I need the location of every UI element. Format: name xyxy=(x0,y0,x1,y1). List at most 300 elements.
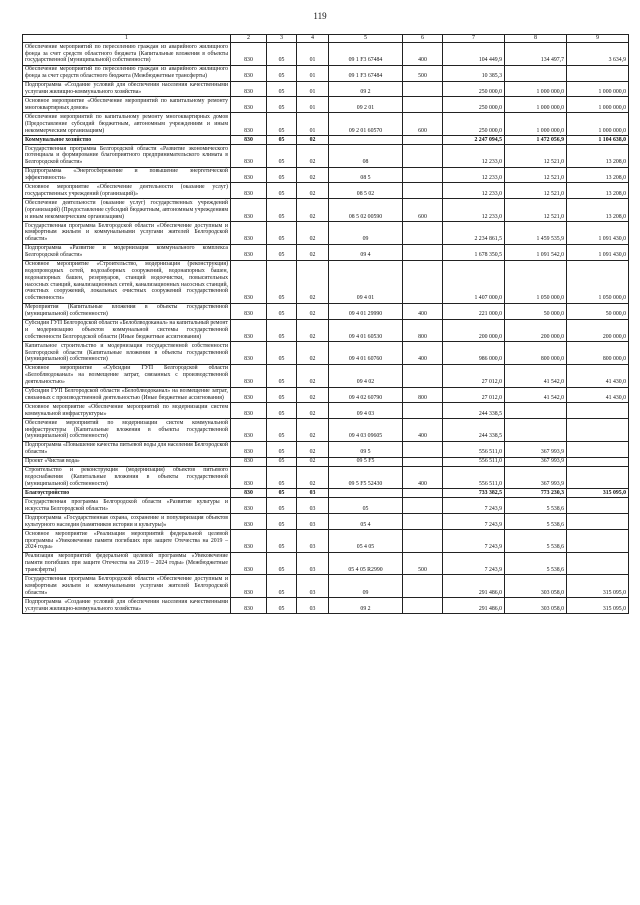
subsection-code: 03 xyxy=(297,598,329,614)
amount-year-2: 303 058,0 xyxy=(505,575,567,598)
grbs-code: 830 xyxy=(231,498,267,514)
grbs-code: 830 xyxy=(231,244,267,260)
column-number: 1 xyxy=(23,35,231,43)
amount-year-2 xyxy=(505,65,567,81)
expense-type-code xyxy=(403,222,443,245)
subsection-code: 02 xyxy=(297,342,329,365)
target-article-code: 05 4 xyxy=(329,514,403,530)
target-article-code: 09 4 02 xyxy=(329,364,403,387)
amount-year-3 xyxy=(567,514,629,530)
row-name: Основное мероприятие «Субсидии ГУП Белгородской области «Белоблводоканал» на возмещение затрат, связанных с производственной деятельностью» xyxy=(23,364,231,387)
grbs-code: 830 xyxy=(231,441,267,457)
grbs-code: 830 xyxy=(231,419,267,442)
section-code: 05 xyxy=(267,260,297,303)
section-code: 05 xyxy=(267,135,297,144)
amount-year-3: 13 208,0 xyxy=(567,167,629,183)
row-name: Субсидия ГУП Белгородской области «Белоблводоканал» на возмещение затрат, связанных с производственной деятельностью (Иные бюджетные ассигнования) xyxy=(23,387,231,403)
amount-year-1: 250 000,0 xyxy=(443,113,505,136)
row-name: Благоустройство xyxy=(23,489,231,498)
column-number: 8 xyxy=(505,35,567,43)
expense-type-code: 500 xyxy=(403,65,443,81)
amount-year-1: 556 511,0 xyxy=(443,457,505,466)
amount-year-1: 291 486,0 xyxy=(443,575,505,598)
table-row xyxy=(23,65,629,81)
section-code: 05 xyxy=(267,244,297,260)
row-name: Обеспечение деятельности (оказание услуг) государственных учреждений (организаций) (Предоставление субсидий бюджетным, автономным учреждениям и иным некоммерческим организациям) xyxy=(23,199,231,222)
row-name: Реализация мероприятий федеральной целевой программы «Увековечение памяти погибших при защите Отечества на 2019 – 2024 годы» (Межбюджетные трансферты) xyxy=(23,552,231,575)
amount-year-1: 1 407 000,0 xyxy=(443,260,505,303)
grbs-code: 830 xyxy=(231,43,267,66)
table-row xyxy=(23,135,629,144)
subsection-code: 03 xyxy=(297,575,329,598)
table-row xyxy=(23,319,629,342)
expense-type-code xyxy=(403,97,443,113)
row-name: Подпрограмма «Развитие и модернизация коммунального комплекса Белгородской области» xyxy=(23,244,231,260)
row-name: Проект «Чистая вода» xyxy=(23,457,231,466)
amount-year-2: 773 230,3 xyxy=(505,489,567,498)
amount-year-3: 1 000 000,0 xyxy=(567,81,629,97)
expense-type-code: 800 xyxy=(403,319,443,342)
target-article-code: 05 4 05 R2990 xyxy=(329,552,403,575)
column-number: 2 xyxy=(231,35,267,43)
target-article-code: 05 4 05 xyxy=(329,530,403,553)
page-number: 119 xyxy=(313,11,327,21)
grbs-code: 830 xyxy=(231,303,267,319)
table-row xyxy=(23,199,629,222)
amount-year-3: 13 208,0 xyxy=(567,183,629,199)
amount-year-2: 800 000,0 xyxy=(505,342,567,365)
subsection-code: 01 xyxy=(297,65,329,81)
table-row xyxy=(23,466,629,489)
section-code: 05 xyxy=(267,364,297,387)
grbs-code: 830 xyxy=(231,457,267,466)
amount-year-1: 200 000,0 xyxy=(443,319,505,342)
section-code: 05 xyxy=(267,199,297,222)
amount-year-3 xyxy=(567,419,629,442)
table-row xyxy=(23,514,629,530)
target-article-code: 09 4 xyxy=(329,244,403,260)
grbs-code: 830 xyxy=(231,489,267,498)
grbs-code: 830 xyxy=(231,144,267,167)
amount-year-2: 5 538,6 xyxy=(505,498,567,514)
amount-year-1: 291 486,0 xyxy=(443,598,505,614)
row-name: Субсидия ГУП Белгородской области «Белоблводоканал» на капитальный ремонт и модернизацию объектов коммунальной системы государственной собственности Белгородской области (Иные бюджетные ассигнования) xyxy=(23,319,231,342)
grbs-code: 830 xyxy=(231,598,267,614)
amount-year-1: 244 338,5 xyxy=(443,419,505,442)
amount-year-2: 5 538,6 xyxy=(505,552,567,575)
section-code: 05 xyxy=(267,457,297,466)
amount-year-1: 12 233,0 xyxy=(443,183,505,199)
section-code: 05 xyxy=(267,514,297,530)
amount-year-3: 1 091 430,0 xyxy=(567,244,629,260)
subsection-code: 03 xyxy=(297,498,329,514)
amount-year-1: 7 243,9 xyxy=(443,514,505,530)
table-row xyxy=(23,244,629,260)
amount-year-1: 733 382,5 xyxy=(443,489,505,498)
amount-year-2: 367 993,9 xyxy=(505,457,567,466)
grbs-code: 830 xyxy=(231,530,267,553)
table-row xyxy=(23,222,629,245)
expense-type-code xyxy=(403,167,443,183)
table-row xyxy=(23,260,629,303)
amount-year-2: 50 000,0 xyxy=(505,303,567,319)
amount-year-1: 1 678 350,5 xyxy=(443,244,505,260)
row-name: Подпрограмма «Государственная охрана, сохранение и популяризация объектов культурного наследия (памятников истории и культуры)» xyxy=(23,514,231,530)
table-row xyxy=(23,303,629,319)
column-number: 6 xyxy=(403,35,443,43)
row-name: Государственная программа Белгородской области «Обеспечение доступным и комфортным жильем и коммунальными услугами жителей Белгородской области» xyxy=(23,575,231,598)
section-code: 05 xyxy=(267,530,297,553)
section-code: 05 xyxy=(267,222,297,245)
subsection-code: 03 xyxy=(297,552,329,575)
table-row xyxy=(23,575,629,598)
target-article-code: 09 2 01 xyxy=(329,97,403,113)
section-code: 05 xyxy=(267,183,297,199)
target-article-code: 09 2 xyxy=(329,81,403,97)
row-name: Подпрограмма «Повышение качества питьевой воды для населения Белгородской области» xyxy=(23,441,231,457)
expense-type-code xyxy=(403,244,443,260)
expense-type-code xyxy=(403,364,443,387)
amount-year-1: 12 233,0 xyxy=(443,167,505,183)
subsection-code: 02 xyxy=(297,441,329,457)
table-row xyxy=(23,342,629,365)
expense-type-code: 500 xyxy=(403,552,443,575)
section-code: 05 xyxy=(267,441,297,457)
expense-type-code: 400 xyxy=(403,43,443,66)
subsection-code: 02 xyxy=(297,466,329,489)
amount-year-3: 315 095,0 xyxy=(567,575,629,598)
amount-year-3: 800 000,0 xyxy=(567,342,629,365)
amount-year-1: 104 449,9 xyxy=(443,43,505,66)
table-row xyxy=(23,598,629,614)
amount-year-3 xyxy=(567,403,629,419)
section-code: 05 xyxy=(267,43,297,66)
table-row xyxy=(23,489,629,498)
amount-year-3: 50 000,0 xyxy=(567,303,629,319)
target-article-code xyxy=(329,489,403,498)
expense-type-code: 400 xyxy=(403,342,443,365)
table-row xyxy=(23,144,629,167)
target-article-code: 05 xyxy=(329,498,403,514)
amount-year-3: 13 208,0 xyxy=(567,199,629,222)
amount-year-3 xyxy=(567,552,629,575)
row-name: Обеспечение мероприятий по переселению граждан из аварийного жилищного фонда за счет средств областного бюджета (Капитальные вложения в объекты государственной (муниципальной) собственности) xyxy=(23,43,231,66)
amount-year-2 xyxy=(505,403,567,419)
row-name: Основное мероприятие «Обеспечение мероприятий по модернизации систем коммунальной инфраструктуры» xyxy=(23,403,231,419)
amount-year-2: 12 521,0 xyxy=(505,183,567,199)
table-row xyxy=(23,113,629,136)
table-row xyxy=(23,43,629,66)
table-row xyxy=(23,387,629,403)
amount-year-2: 12 521,0 xyxy=(505,167,567,183)
target-article-code: 09 2 xyxy=(329,598,403,614)
expense-type-code xyxy=(403,403,443,419)
amount-year-2: 5 538,6 xyxy=(505,514,567,530)
expense-type-code xyxy=(403,457,443,466)
table-row xyxy=(23,530,629,553)
amount-year-2: 303 058,0 xyxy=(505,598,567,614)
amount-year-1: 2 234 861,5 xyxy=(443,222,505,245)
grbs-code: 830 xyxy=(231,364,267,387)
expense-type-code: 600 xyxy=(403,113,443,136)
section-code: 05 xyxy=(267,167,297,183)
section-code: 05 xyxy=(267,489,297,498)
target-article-code: 09 4 03 xyxy=(329,403,403,419)
subsection-code: 01 xyxy=(297,113,329,136)
amount-year-3: 200 000,0 xyxy=(567,319,629,342)
subsection-code: 01 xyxy=(297,97,329,113)
section-code: 05 xyxy=(267,97,297,113)
column-number-row xyxy=(23,35,629,43)
amount-year-2: 200 000,0 xyxy=(505,319,567,342)
row-name: Подпрограмма «Создание условий для обеспечения населения качественными услугами жилищно-коммунального хозяйства» xyxy=(23,81,231,97)
amount-year-1: 27 012,0 xyxy=(443,387,505,403)
amount-year-2: 12 521,0 xyxy=(505,144,567,167)
target-article-code: 09 5 F5 52430 xyxy=(329,466,403,489)
row-name: Мероприятия (Капитальные вложения в объекты государственной (муниципальной) собственности) xyxy=(23,303,231,319)
amount-year-3 xyxy=(567,466,629,489)
row-name: Строительство и реконструкция (модернизация) объектов питьевого водоснабжения (Капитальные вложения в объекты государственной (муниципальной) собственности) xyxy=(23,466,231,489)
subsection-code: 02 xyxy=(297,183,329,199)
expense-type-code xyxy=(403,144,443,167)
expense-type-code xyxy=(403,575,443,598)
amount-year-1: 221 000,0 xyxy=(443,303,505,319)
grbs-code: 830 xyxy=(231,387,267,403)
grbs-code: 830 xyxy=(231,260,267,303)
amount-year-3 xyxy=(567,498,629,514)
section-code: 05 xyxy=(267,403,297,419)
target-article-code: 08 xyxy=(329,144,403,167)
section-code: 05 xyxy=(267,144,297,167)
amount-year-2: 5 538,6 xyxy=(505,530,567,553)
expense-type-code xyxy=(403,530,443,553)
amount-year-2 xyxy=(505,419,567,442)
subsection-code: 02 xyxy=(297,387,329,403)
amount-year-1: 556 511,0 xyxy=(443,466,505,489)
column-number: 9 xyxy=(567,35,629,43)
amount-year-3: 13 208,0 xyxy=(567,144,629,167)
expense-type-code xyxy=(403,81,443,97)
table-row xyxy=(23,183,629,199)
target-article-code: 09 xyxy=(329,575,403,598)
amount-year-1: 250 000,0 xyxy=(443,81,505,97)
amount-year-2: 367 993,9 xyxy=(505,466,567,489)
table-row xyxy=(23,81,629,97)
amount-year-3 xyxy=(567,457,629,466)
amount-year-1: 244 338,5 xyxy=(443,403,505,419)
column-number: 3 xyxy=(267,35,297,43)
subsection-code: 03 xyxy=(297,489,329,498)
subsection-code: 02 xyxy=(297,303,329,319)
row-name: Основное мероприятие «Строительство, модернизация (реконструкция) водопроводных сетей, водозаборных сооружений, водонапорных башен, водонапорных башен, резервуаров, станций водоочистки, повысительных насосных станций, канализационных сетей, канализационных насосных станций, очистных сооружений, локальных очистных сооружений государственной собственности» xyxy=(23,260,231,303)
amount-year-3: 1 000 000,0 xyxy=(567,97,629,113)
grbs-code: 830 xyxy=(231,81,267,97)
expense-type-code xyxy=(403,183,443,199)
target-article-code: 09 4 01 29990 xyxy=(329,303,403,319)
target-article-code: 08 5 02 xyxy=(329,183,403,199)
row-name: Государственная программа Белгородской области «Развитие экономического потенциала и формирование благоприятного предпринимательского климата в Белгородской области» xyxy=(23,144,231,167)
section-code: 05 xyxy=(267,387,297,403)
amount-year-1: 556 511,0 xyxy=(443,441,505,457)
table-row xyxy=(23,419,629,442)
amount-year-1: 10 385,3 xyxy=(443,65,505,81)
amount-year-1: 7 243,9 xyxy=(443,530,505,553)
amount-year-2: 1 459 535,9 xyxy=(505,222,567,245)
amount-year-1: 250 000,0 xyxy=(443,97,505,113)
target-article-code: 09 4 01 60760 xyxy=(329,342,403,365)
subsection-code: 02 xyxy=(297,167,329,183)
subsection-code: 02 xyxy=(297,319,329,342)
budget-table xyxy=(22,34,629,614)
grbs-code: 830 xyxy=(231,466,267,489)
grbs-code: 830 xyxy=(231,199,267,222)
expense-type-code xyxy=(403,489,443,498)
target-article-code xyxy=(329,135,403,144)
subsection-code: 03 xyxy=(297,530,329,553)
section-code: 05 xyxy=(267,303,297,319)
amount-year-1: 7 243,9 xyxy=(443,552,505,575)
amount-year-3: 315 095,0 xyxy=(567,598,629,614)
target-article-code: 09 4 03 09605 xyxy=(329,419,403,442)
grbs-code: 830 xyxy=(231,575,267,598)
target-article-code: 08 5 02 00590 xyxy=(329,199,403,222)
table-row xyxy=(23,403,629,419)
target-article-code: 09 2 01 60570 xyxy=(329,113,403,136)
target-article-code: 09 1 F3 67484 xyxy=(329,65,403,81)
column-number: 7 xyxy=(443,35,505,43)
row-name: Коммунальное хозяйство xyxy=(23,135,231,144)
expense-type-code: 400 xyxy=(403,419,443,442)
amount-year-3 xyxy=(567,441,629,457)
subsection-code: 02 xyxy=(297,260,329,303)
target-article-code: 08 5 xyxy=(329,167,403,183)
column-number: 5 xyxy=(329,35,403,43)
amount-year-2: 1 000 000,0 xyxy=(505,81,567,97)
table-row xyxy=(23,167,629,183)
grbs-code: 830 xyxy=(231,222,267,245)
amount-year-2: 1 000 000,0 xyxy=(505,97,567,113)
row-name: Основное мероприятие «Реализация мероприятий федеральной целевой программы «Увековечение памяти погибших при защите Отечества на 2019 – 2024 годы» xyxy=(23,530,231,553)
grbs-code: 830 xyxy=(231,113,267,136)
amount-year-1: 2 247 094,5 xyxy=(443,135,505,144)
expense-type-code: 400 xyxy=(403,466,443,489)
subsection-code: 02 xyxy=(297,144,329,167)
expense-type-code: 600 xyxy=(403,199,443,222)
table-row xyxy=(23,97,629,113)
row-name: Основное мероприятие «Обеспечение деятельности (оказание услуг) государственных учреждений (организаций)» xyxy=(23,183,231,199)
grbs-code: 830 xyxy=(231,97,267,113)
grbs-code: 830 xyxy=(231,167,267,183)
subsection-code: 02 xyxy=(297,135,329,144)
row-name: Обеспечение мероприятий по капитальному ремонту многоквартирных домов (Предоставление субсидий бюджетным, автономным учреждениям и иным некоммерческим организациям) xyxy=(23,113,231,136)
amount-year-1: 986 000,0 xyxy=(443,342,505,365)
table-row xyxy=(23,364,629,387)
subsection-code: 02 xyxy=(297,419,329,442)
expense-type-code xyxy=(403,598,443,614)
table-row xyxy=(23,457,629,466)
subsection-code: 01 xyxy=(297,43,329,66)
target-article-code: 09 4 01 xyxy=(329,260,403,303)
row-name: Основное мероприятие «Обеспечение мероприятий по капитальному ремонту многоквартирных домов» xyxy=(23,97,231,113)
grbs-code: 830 xyxy=(231,319,267,342)
amount-year-3: 1 091 430,0 xyxy=(567,222,629,245)
target-article-code: 09 4 01 60530 xyxy=(329,319,403,342)
amount-year-2: 41 542,0 xyxy=(505,364,567,387)
row-name: Подпрограмма «Энергосбережение и повышение энергетической эффективности» xyxy=(23,167,231,183)
amount-year-2: 1 000 000,0 xyxy=(505,113,567,136)
target-article-code: 09 xyxy=(329,222,403,245)
amount-year-1: 12 233,0 xyxy=(443,144,505,167)
grbs-code: 830 xyxy=(231,342,267,365)
section-code: 05 xyxy=(267,81,297,97)
grbs-code: 830 xyxy=(231,403,267,419)
section-code: 05 xyxy=(267,113,297,136)
row-name: Капитальное строительство и модернизация государственной собственности Белгородской области (Капитальные вложения в объекты государственной (муниципальной) собственности) xyxy=(23,342,231,365)
amount-year-3: 41 430,0 xyxy=(567,387,629,403)
subsection-code: 02 xyxy=(297,364,329,387)
section-code: 05 xyxy=(267,319,297,342)
target-article-code: 09 5 F5 xyxy=(329,457,403,466)
expense-type-code: 400 xyxy=(403,303,443,319)
amount-year-2: 1 472 056,9 xyxy=(505,135,567,144)
grbs-code: 830 xyxy=(231,135,267,144)
target-article-code: 09 1 F3 67484 xyxy=(329,43,403,66)
amount-year-2: 1 050 000,0 xyxy=(505,260,567,303)
row-name: Подпрограмма «Создание условий для обеспечения населения качественными услугами жилищно-коммунального хозяйства» xyxy=(23,598,231,614)
section-code: 05 xyxy=(267,419,297,442)
section-code: 05 xyxy=(267,498,297,514)
amount-year-3: 315 095,0 xyxy=(567,489,629,498)
row-name: Государственная программа Белгородской области «Обеспечение доступным и комфортным жильем и коммунальными услугами жителей Белгородской области» xyxy=(23,222,231,245)
amount-year-3: 3 634,9 xyxy=(567,43,629,66)
amount-year-2: 41 542,0 xyxy=(505,387,567,403)
section-code: 05 xyxy=(267,65,297,81)
grbs-code: 830 xyxy=(231,65,267,81)
subsection-code: 02 xyxy=(297,244,329,260)
grbs-code: 830 xyxy=(231,552,267,575)
table-row xyxy=(23,498,629,514)
table-row xyxy=(23,441,629,457)
subsection-code: 03 xyxy=(297,514,329,530)
row-name: Обеспечение мероприятий по модернизации систем коммунальной инфраструктуры (Капитальные вложения в объекты государственной (муниципальной) собственности) xyxy=(23,419,231,442)
amount-year-2: 12 521,0 xyxy=(505,199,567,222)
amount-year-3: 1 000 000,0 xyxy=(567,113,629,136)
table-row xyxy=(23,552,629,575)
subsection-code: 02 xyxy=(297,457,329,466)
target-article-code: 09 4 02 60790 xyxy=(329,387,403,403)
expense-type-code xyxy=(403,498,443,514)
section-code: 05 xyxy=(267,598,297,614)
section-code: 05 xyxy=(267,575,297,598)
subsection-code: 02 xyxy=(297,222,329,245)
amount-year-3 xyxy=(567,530,629,553)
amount-year-1: 7 243,9 xyxy=(443,498,505,514)
grbs-code: 830 xyxy=(231,183,267,199)
subsection-code: 02 xyxy=(297,403,329,419)
amount-year-2: 134 497,7 xyxy=(505,43,567,66)
expense-type-code xyxy=(403,514,443,530)
expense-type-code xyxy=(403,441,443,457)
amount-year-3: 1 104 638,0 xyxy=(567,135,629,144)
expense-type-code: 800 xyxy=(403,387,443,403)
section-code: 05 xyxy=(267,342,297,365)
column-number: 4 xyxy=(297,35,329,43)
subsection-code: 01 xyxy=(297,81,329,97)
amount-year-3 xyxy=(567,65,629,81)
grbs-code: 830 xyxy=(231,514,267,530)
row-name: Обеспечение мероприятий по переселению граждан из аварийного жилищного фонда за счет средств областного бюджета (Межбюджетные трансферты) xyxy=(23,65,231,81)
amount-year-3: 41 430,0 xyxy=(567,364,629,387)
